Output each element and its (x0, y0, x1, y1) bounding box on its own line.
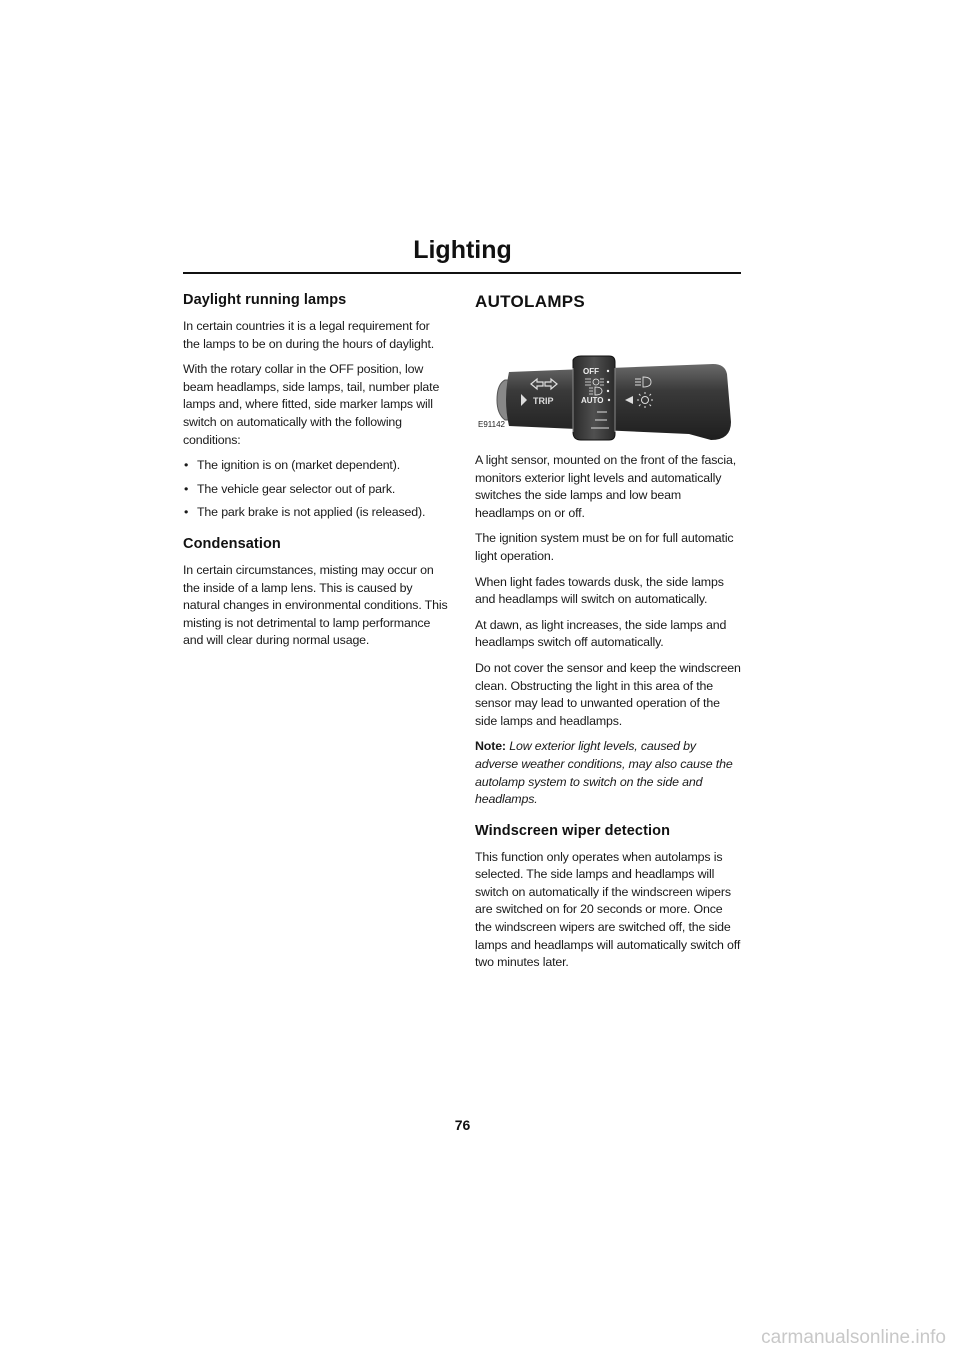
title-divider (183, 272, 741, 274)
lighting-stalk-illustration (475, 322, 741, 442)
wiper-detection-heading: Windscreen wiper detection (475, 822, 671, 839)
left-column (183, 292, 449, 658)
off-label: OFF (583, 367, 599, 376)
figure-id: E91142 (478, 420, 505, 429)
right-column (475, 292, 741, 980)
note-text: Low exterior light levels, caused by adverse weather conditions, may also cause the autolamp system to switch on the side and headlamps. (475, 739, 733, 807)
autolamps-paragraph-3: When light fades towards dusk, the side lamps and headlamps will switch on automatically. (475, 574, 724, 607)
autolamps-paragraph-4: At dawn, as light increases, the side lamps and headlamps switch off automatically. (475, 617, 727, 650)
condensation-heading: Condensation (183, 535, 281, 552)
condensation-paragraph: In certain circumstances, misting may occur on the inside of a lamp lens. This is caused by natural changes in environmental conditions. This misting is not detrimental to lamp performance and will clear during normal usage. (183, 562, 448, 648)
daylight-paragraph-1: In certain countries it is a legal requirement for the lamps to be on during the hours of daylight. (183, 319, 435, 351)
watermark: carmanualsonline.info (761, 1327, 946, 1348)
lighting-stalk-figure (475, 322, 741, 442)
autolamps-paragraph-5: Do not cover the sensor and keep the windscreen clean. Obstructing the light in this area of the sensor may lead to unwanted operation of the side lamps and headlamps. (475, 660, 741, 728)
autolamps-note (475, 738, 741, 808)
autolamps-paragraph-2: The ignition system must be on for full automatic light operation. (475, 531, 734, 563)
daylight-paragraph-2: With the rotary collar in the OFF position, low beam headlamps, side lamps, tail, number plate lamps and, where fitted, side marker lamps will switch on automatically with the following conditions: (183, 362, 440, 447)
trip-label: TRIP (533, 396, 554, 406)
list-item: • The vehicle gear selector out of park. (183, 481, 449, 499)
autolamps-heading: AUTOLAMPS (475, 292, 586, 311)
note-label: Note: (475, 739, 506, 754)
wiper-detection-paragraph: This function only operates when autolamps is selected. The side lamps and headlamps will switch on automatically if the windscreen wipers are switched on for 20 seconds or more. Once the windscreen wipers are switched off, the side lamps and headlamps will automatically switch off two minutes later. (475, 849, 741, 970)
page-title: Lighting (413, 236, 512, 264)
page-number: 76 (454, 1117, 471, 1133)
autolamps-paragraph-1: A light sensor, mounted on the front of the fascia, monitors exterior light levels and automatically switches the side lamps and low beam headlamps on or off. (475, 453, 736, 520)
daylight-conditions-list (183, 457, 449, 522)
list-item: • The ignition is on (market dependent). (183, 457, 449, 475)
auto-label: AUTO (581, 396, 604, 405)
list-item: • The park brake is not applied (is released). (183, 504, 449, 522)
daylight-heading: Daylight running lamps (183, 292, 347, 308)
